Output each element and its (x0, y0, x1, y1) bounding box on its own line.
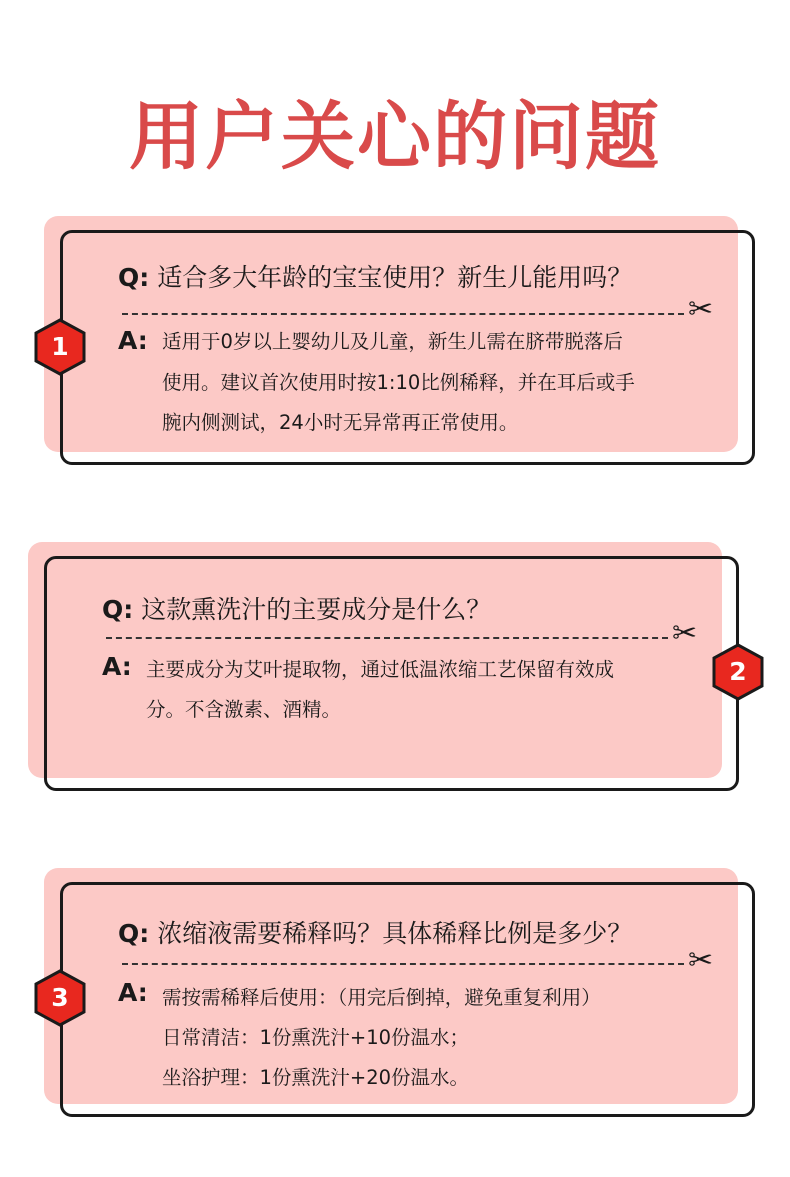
dashed-divider (122, 313, 684, 315)
question: 这款熏洗汁的主要成分是什么？ (141, 595, 492, 624)
question-text (118, 914, 632, 950)
answer-line: 使用。建议首次使用时按1:10比例稀释，并在耳后或手 (162, 371, 635, 394)
answer-label: A: (118, 326, 148, 355)
question-label: Q: (118, 919, 150, 948)
number-badge (34, 969, 86, 1027)
question-text (118, 258, 632, 294)
scissors-icon: ✂ (688, 292, 714, 327)
answer-line: 腕内侧测试，24小时无异常再正常使用。 (162, 411, 519, 434)
answer-line: 需按需稀释后使用：（用完后倒掉，避免重复利用） (162, 986, 601, 1009)
question-text (102, 590, 491, 626)
dashed-divider (106, 637, 668, 639)
faq-card-3 (0, 862, 790, 1132)
question: 适合多大年龄的宝宝使用？新生儿能用吗？ (157, 263, 633, 292)
question-label: Q: (102, 595, 134, 624)
page-title: 用户关心的问题 (129, 94, 661, 180)
answer-line: 坐浴护理：1份熏洗汁+20份温水。 (162, 1066, 470, 1089)
number-badge (34, 318, 86, 376)
question-label: Q: (118, 263, 150, 292)
faq-card-1 (0, 210, 790, 480)
scissors-icon: ✂ (688, 943, 714, 978)
answer-label: A: (102, 652, 132, 681)
badge-number: 3 (51, 983, 69, 1012)
scissors-icon: ✂ (672, 616, 698, 651)
faq-card-2 (0, 536, 790, 806)
badge-number: 2 (729, 657, 747, 686)
answer-line: 分。不含激素、酒精。 (146, 698, 342, 721)
answer-line: 日常清洁：1份熏洗汁+10份温水； (162, 1026, 470, 1049)
dashed-divider (122, 963, 684, 965)
answer-line: 适用于0岁以上婴幼儿及儿童，新生儿需在脐带脱落后 (162, 330, 623, 353)
question: 浓缩液需要稀释吗？具体稀释比例是多少？ (157, 919, 633, 948)
answer-label: A: (118, 978, 148, 1007)
number-badge (712, 643, 764, 701)
answer-line: 主要成分为艾叶提取物，通过低温浓缩工艺保留有效成 (146, 658, 615, 681)
badge-number: 1 (51, 332, 69, 361)
